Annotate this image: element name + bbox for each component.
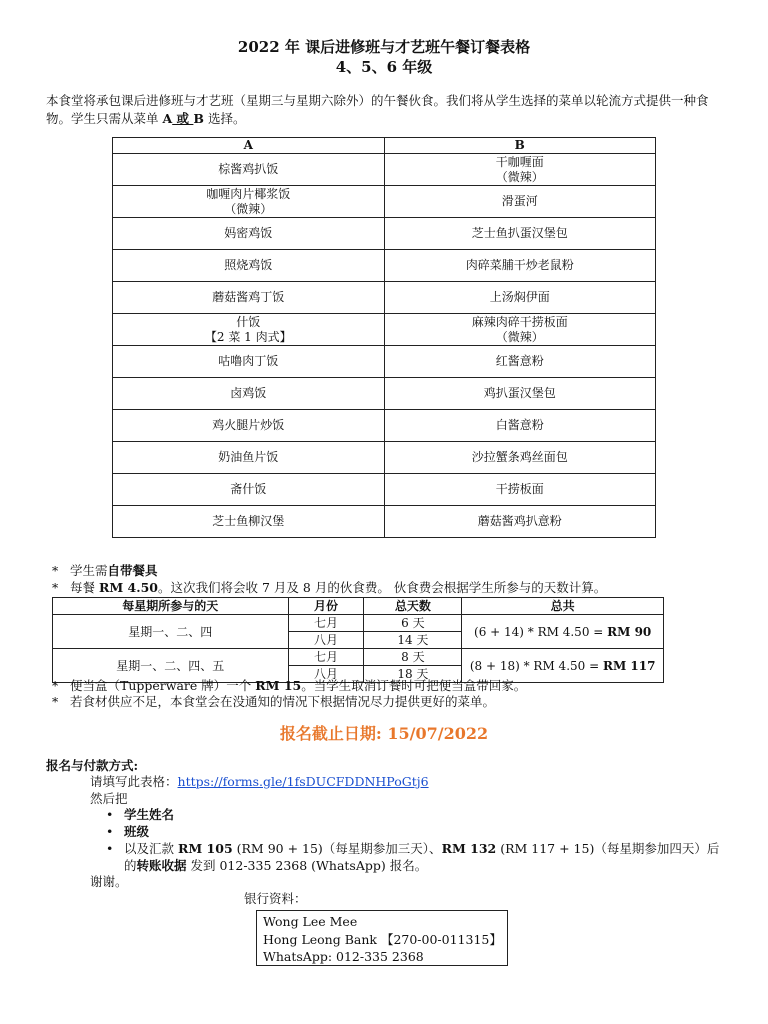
table-row: [113, 378, 656, 410]
menu-item-name: 蘑菇酱鸡扒意粉: [477, 514, 562, 528]
fee-total-cell: [462, 615, 664, 649]
form-link-label: 请填写此表格：: [90, 774, 178, 789]
menu-item-name: 干捞板面: [495, 482, 544, 496]
note-lunchbox-bold: RM 15: [255, 678, 302, 693]
note-star: *: [52, 580, 59, 595]
item-rm105: RM 105: [177, 841, 233, 856]
menu-item-name: 咖喱肉片椰浆饭: [206, 186, 291, 201]
note-price-post: 。这次我们将会收 7 月及 8 月的伙食费。 伙食费会根据学生所参与的天数计算。: [158, 580, 607, 595]
fee-total-amount: RM 90: [607, 624, 652, 639]
menu-item-note: 【2 菜 1 肉式】: [204, 329, 292, 344]
menu-item-name: 卤鸡饭: [230, 386, 267, 400]
bullet-icon: •: [106, 807, 114, 822]
fee-total-formula: (8 + 18) * RM 4.50 =: [469, 658, 603, 673]
fee-month-cell: 八月: [288, 666, 364, 683]
menu-header-a: A: [113, 138, 385, 154]
item-payment-mid2: (RM 117 + 15)（每星期参加四天）后的: [124, 841, 720, 873]
note-star: *: [52, 678, 59, 693]
submission-list: [106, 806, 726, 874]
bullet-icon: •: [106, 841, 114, 856]
menu-item-name: 斋什饭: [230, 482, 267, 496]
table-row: [113, 442, 656, 474]
thanks-text: 谢谢。: [90, 874, 128, 889]
menu-cell-b: [384, 250, 656, 282]
form-title: 2022 年 课后进修班与才艺班午餐订餐表格: [237, 38, 531, 56]
form-grade-subtitle: 4、5、6 年级: [335, 58, 433, 76]
intro-text-end: 选择。: [203, 111, 246, 126]
intro-text-start: 本食堂将承包课后进修班与才艺班（星期三与星期六除外）的午餐伙食。我们将从学生选择的菜单以轮流方式提供一种食物。学生只需从菜单: [46, 93, 709, 126]
list-item: [106, 840, 726, 874]
menu-item-name: 沙拉蟹条鸡丝面包: [471, 450, 568, 464]
table-row: [113, 282, 656, 314]
bullet-icon: •: [106, 824, 114, 839]
menu-item-name: 芝士鱼柳汉堡: [212, 514, 285, 528]
item-payment-pre: 以及汇款: [124, 841, 178, 856]
menu-item-name: 奶油鱼片饭: [218, 450, 279, 464]
intro-option-a: A: [162, 111, 173, 126]
item-student-name: 学生姓名: [124, 807, 175, 822]
menu-header-row: [113, 138, 656, 154]
menu-cell-b: [384, 346, 656, 378]
menu-cell-b: [384, 186, 656, 218]
note-lunchbox-pre: 便当盒（Tupperware 牌）一个: [70, 678, 256, 693]
form-link-line: [90, 774, 429, 790]
item-receipt: 转账收据: [136, 858, 187, 873]
bank-whatsapp: WhatsApp: 012-335 2368: [263, 949, 424, 964]
menu-item-name: 红酱意粉: [495, 354, 544, 368]
note-price-pre: 每餐: [70, 580, 99, 595]
fee-table: [52, 597, 664, 683]
fee-total-amount: RM 117: [602, 658, 656, 673]
note-lunchbox: [52, 678, 526, 694]
registration-deadline: 报名截止日期: 15/07/2022: [279, 724, 489, 743]
table-row: [113, 474, 656, 506]
table-row: [113, 154, 656, 186]
note-supply: [52, 694, 495, 710]
fee-month-cell: 八月: [288, 632, 364, 649]
note-supply-text: 若食材供应不足，本食堂会在没通知的情况下根据情况尽力提供更好的菜单。: [70, 694, 496, 709]
bank-info-label: 银行资料：: [244, 891, 307, 906]
menu-item-name: 鸡火腿片炒饭: [212, 418, 285, 432]
fee-day-count-cell: 18 天: [364, 666, 462, 683]
menu-item-name: 麻辣肉碎干捞板面: [471, 314, 568, 329]
list-item: [106, 806, 726, 823]
menu-item-note: （微辣）: [495, 169, 544, 184]
menu-item-name: 上汤焖伊面: [489, 290, 550, 304]
menu-cell-b: [384, 314, 656, 346]
google-form-link[interactable]: https://forms.gle/1fsDUCFDDNHPoGtj6: [177, 774, 429, 789]
menu-cell-a: [113, 282, 385, 314]
menu-item-name: 咕噜肉丁饭: [218, 354, 279, 368]
fee-header-month: 月份: [288, 598, 364, 615]
fee-header-total-days: 总天数: [364, 598, 462, 615]
then-text: 然后把: [90, 791, 128, 806]
table-row: [113, 186, 656, 218]
bank-account-name: Wong Lee Mee: [263, 914, 358, 929]
fee-day-count-cell: 14 天: [364, 632, 462, 649]
table-row: [113, 218, 656, 250]
menu-cell-b: [384, 410, 656, 442]
note-star: *: [52, 563, 59, 578]
note-utensils: [52, 563, 158, 579]
table-row: [113, 506, 656, 538]
bank-account-number: Hong Leong Bank 【270-00-011315】: [263, 931, 502, 947]
menu-cell-b: [384, 442, 656, 474]
menu-header-b: B: [384, 138, 656, 154]
intro-or: 或: [172, 111, 194, 126]
list-item: [106, 823, 726, 840]
note-utensils-bold: 自带餐具: [107, 563, 158, 578]
intro-option-b: B: [193, 111, 204, 126]
menu-item-name: 肉碎菜脯干炒老鼠粉: [465, 258, 574, 272]
menu-cell-b: [384, 154, 656, 186]
menu-cell-a: [113, 250, 385, 282]
item-payment-post: 发到 012-335 2368 (WhatsApp) 报名。: [186, 858, 428, 873]
menu-item-name: 干咖喱面: [495, 154, 544, 169]
menu-cell-b: [384, 282, 656, 314]
note-star: *: [52, 694, 59, 709]
menu-cell-b: [384, 474, 656, 506]
table-row: [113, 410, 656, 442]
note-price-bold: RM 4.50: [98, 580, 159, 595]
menu-cell-a: [113, 314, 385, 346]
bank-info-box: [256, 910, 508, 966]
item-rm132: RM 132: [441, 841, 497, 856]
menu-item-name: 蘑菇酱鸡丁饭: [212, 290, 285, 304]
menu-item-name: 芝士鱼扒蛋汉堡包: [471, 226, 568, 240]
table-row: [113, 250, 656, 282]
fee-month-cell: 七月: [288, 615, 364, 632]
menu-item-name: 什饭: [236, 314, 261, 329]
menu-cell-a: [113, 474, 385, 506]
note-price: [52, 580, 606, 596]
fee-row: [53, 649, 664, 666]
fee-month-cell: 七月: [288, 649, 364, 666]
menu-cell-a: [113, 506, 385, 538]
menu-cell-a: [113, 410, 385, 442]
payment-title: 报名与付款方式:: [46, 758, 139, 773]
menu-cell-a: [113, 186, 385, 218]
menu-cell-a: [113, 442, 385, 474]
note-lunchbox-post: 。当学生取消订餐时可把便当盒带回家。: [301, 678, 527, 693]
menu-item-name: 妈密鸡饭: [224, 226, 273, 240]
fee-total-formula: (6 + 14) * RM 4.50 =: [474, 624, 608, 639]
item-payment-mid1: (RM 90 + 15)（每星期参加三天）、: [232, 841, 442, 856]
menu-cell-b: [384, 506, 656, 538]
menu-body: [113, 154, 656, 538]
menu-item-name: 滑蛋河: [501, 194, 538, 208]
table-row: [113, 346, 656, 378]
menu-item-note: （微辣）: [224, 201, 273, 216]
menu-item-note: （微辣）: [495, 329, 544, 344]
menu-item-name: 白酱意粉: [495, 418, 544, 432]
table-row: [113, 314, 656, 346]
fee-days-cell: 星期一、二、四、五: [53, 649, 289, 683]
menu-cell-a: [113, 218, 385, 250]
note-utensils-text: 学生需: [70, 563, 108, 578]
menu-cell-b: [384, 218, 656, 250]
menu-item-name: 棕酱鸡扒饭: [218, 162, 279, 176]
fee-days-cell: 星期一、二、四: [53, 615, 289, 649]
menu-item-name: 鸡扒蛋汉堡包: [483, 386, 556, 400]
fee-day-count-cell: 8 天: [364, 649, 462, 666]
fee-header-total: 总共: [462, 598, 664, 615]
item-class: 班级: [124, 824, 150, 839]
menu-table: [112, 137, 656, 538]
intro-paragraph: [46, 92, 722, 128]
menu-item-name: 照烧鸡饭: [224, 258, 273, 272]
menu-cell-b: [384, 378, 656, 410]
menu-cell-a: [113, 346, 385, 378]
menu-cell-a: [113, 378, 385, 410]
fee-header-days: 每星期所参与的天: [53, 598, 289, 615]
fee-row: [53, 615, 664, 632]
menu-cell-a: [113, 154, 385, 186]
fee-header-row: [53, 598, 664, 615]
fee-day-count-cell: 6 天: [364, 615, 462, 632]
